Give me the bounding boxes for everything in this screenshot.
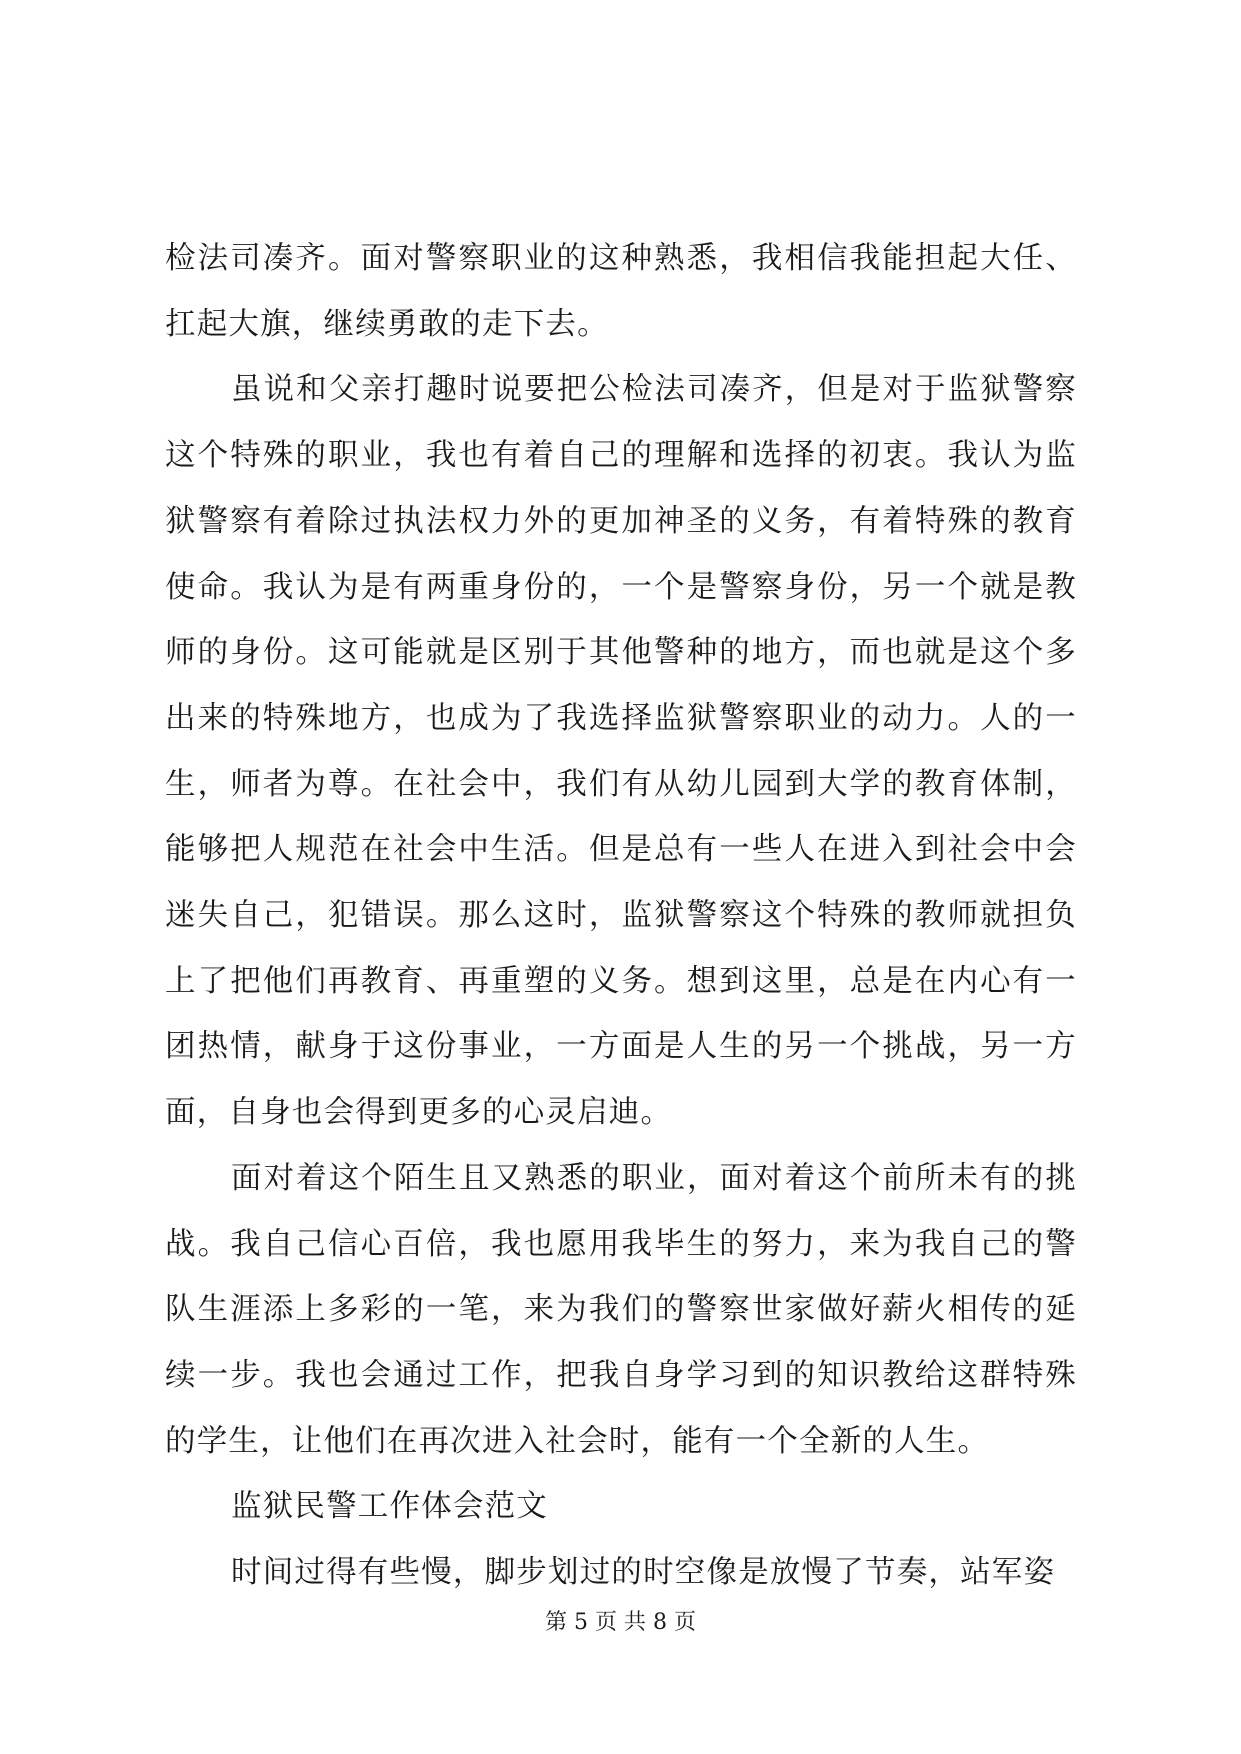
- page-number-footer: 第 5 页 共 8 页: [545, 1610, 696, 1635]
- document-body: [165, 226, 1077, 1606]
- paragraph-facing-challenge: 面对着这个陌生且又熟悉的职业，面对着这个前所未有的挑战。我自己信心百倍，我也愿用我毕生的努力，来为我自己的警队生涯添上多彩的一笔，来为我们的警察世家做好薪火相传的延续一步。我也会通过工作，把我自身学习到的知识教给这群特殊的学生，让他们在再次进入社会时，能有一个全新的人生。: [165, 1160, 1077, 1459]
- paragraph-time-passing: 时间过得有些慢，脚步划过的时空像是放慢了节奏，站军姿: [231, 1555, 1056, 1591]
- section-heading: 监狱民警工作体会范文: [231, 1489, 548, 1525]
- paragraph-prison-police-role: 虽说和父亲打趣时说要把公检法司凑齐，但是对于监狱警察这个特殊的职业，我也有着自己的理解和选择的初衷。我认为监狱警察有着除过执法权力外的更加神圣的义务，有着特殊的教育使命。我认为是有两重身份的，一个是警察身份，另一个就是教师的身份。这可能就是区别于其他警种的地方，而也就是这个多出来的特殊地方，也成为了我选择监狱警察职业的动力。人的一生，师者为尊。在社会中，我们有从幼儿园到大学的教育体制，能够把人规范在社会中生活。但是总有一些人在进入到社会中会迷失自己，犯错误。那么这时，监狱警察这个特殊的教师就担负上了把他们再教育、再重塑的义务。想到这里，总是在内心有一团热情，献身于这份事业，一方面是人生的另一个挑战，另一方面，自身也会得到更多的心灵启迪。: [165, 372, 1077, 1131]
- paragraph-continuation: 检法司凑齐。面对警察职业的这种熟悉，我相信我能担起大任、扛起大旗，继续勇敢的走下去。: [165, 241, 1077, 342]
